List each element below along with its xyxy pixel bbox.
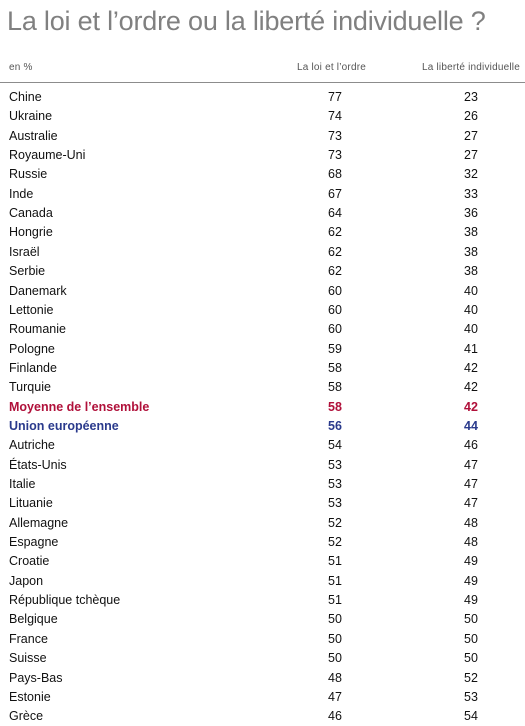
country-name: Israël [9,244,40,259]
table-row [0,494,525,513]
country-name: Grèce [9,709,44,724]
country-name: Turquie [9,380,51,395]
table-row [0,223,525,242]
individual-liberty-value: 42 [464,360,478,375]
individual-liberty-value: 40 [464,283,478,298]
country-name: Moyenne de l’ensemble [9,399,150,414]
country-name: Pologne [9,341,55,356]
individual-liberty-value: 48 [464,515,478,530]
table-row [0,552,525,571]
individual-liberty-value: 44 [464,418,478,433]
individual-liberty-value: 52 [464,670,478,685]
table-row [0,165,525,184]
table-row [0,262,525,281]
table-row [0,185,525,204]
country-name: Roumanie [9,322,66,337]
table-row [0,533,525,552]
law-order-value: 73 [328,148,342,163]
law-order-value: 62 [328,244,342,259]
country-name: France [9,631,48,646]
individual-liberty-value: 33 [464,186,478,201]
country-name: Serbie [9,264,46,279]
law-order-value: 74 [328,109,342,124]
country-name: États-Unis [9,457,67,472]
table-row [0,707,525,726]
law-order-value: 50 [328,631,342,646]
law-order-value: 56 [328,418,342,433]
table-row [0,204,525,223]
individual-liberty-value: 41 [464,341,478,356]
individual-liberty-value: 42 [464,380,478,395]
law-order-value: 52 [328,515,342,530]
table-row [0,243,525,262]
individual-liberty-value: 49 [464,554,478,569]
individual-liberty-value: 48 [464,535,478,550]
law-order-value: 58 [328,380,342,395]
individual-liberty-value: 49 [464,593,478,608]
table-row [0,88,525,107]
law-order-value: 53 [328,477,342,491]
law-order-value: 73 [328,128,342,143]
individual-liberty-value: 47 [464,477,478,491]
individual-liberty-value: 27 [464,128,478,143]
law-order-value: 46 [328,709,342,724]
table-row [0,359,525,378]
table-row [0,669,525,688]
country-name: Russie [9,167,48,182]
law-order-value: 59 [328,341,342,356]
law-order-value: 77 [328,90,342,104]
individual-liberty-value: 36 [464,206,478,221]
column-header-individual-liberty: La liberté individuelle [422,62,520,73]
country-name: Croatie [9,554,50,569]
country-name: Chine [9,90,42,104]
table-row [0,398,525,417]
individual-liberty-value: 40 [464,322,478,337]
law-order-value: 50 [328,612,342,627]
individual-liberty-value: 50 [464,631,478,646]
table-row [0,436,525,455]
country-name: Estonie [9,689,51,704]
country-name: Danemark [9,283,67,298]
table-row [0,107,525,126]
country-name: Suisse [9,651,47,666]
law-order-value: 67 [328,186,342,201]
individual-liberty-value: 23 [464,90,478,104]
country-name: Royaume-Uni [9,148,86,163]
individual-liberty-value: 38 [464,244,478,259]
law-order-value: 50 [328,651,342,666]
law-order-value: 51 [328,593,342,608]
law-order-value: 60 [328,322,342,337]
unit-label: en % [9,62,33,73]
individual-liberty-value: 38 [464,264,478,279]
individual-liberty-value: 42 [464,399,478,414]
table-row [0,301,525,320]
law-order-value: 51 [328,554,342,569]
table-row [0,630,525,649]
country-name: Canada [9,206,53,221]
law-order-value: 64 [328,206,342,221]
column-header-law-order: La loi et l’ordre [297,62,366,73]
law-order-value: 53 [328,496,342,511]
table-row [0,320,525,339]
individual-liberty-value: 50 [464,612,478,627]
individual-liberty-value: 50 [464,651,478,666]
law-order-value: 58 [328,399,342,414]
country-name: Union européenne [9,418,119,433]
country-name: Allemagne [9,515,69,530]
country-name: Pays-Bas [9,670,63,685]
individual-liberty-value: 54 [464,709,478,724]
country-name: Espagne [9,535,59,550]
country-name: Autriche [9,438,55,453]
table-row [0,456,525,475]
individual-liberty-value: 27 [464,148,478,163]
table-row [0,610,525,629]
individual-liberty-value: 32 [464,167,478,182]
table-row [0,340,525,359]
country-name: Lituanie [9,496,53,511]
country-name: Ukraine [9,109,53,124]
law-order-value: 47 [328,689,342,704]
table-row [0,572,525,591]
law-order-value: 58 [328,360,342,375]
table-row [0,475,525,494]
law-order-value: 62 [328,225,342,240]
law-order-value: 68 [328,167,342,182]
country-name: Finlande [9,360,57,375]
country-name: Italie [9,477,36,491]
country-name: Hongrie [9,225,53,240]
law-order-value: 52 [328,535,342,550]
table-row [0,591,525,610]
page-title: La loi et l’ordre ou la liberté individuelle ? [7,6,486,36]
individual-liberty-value: 40 [464,302,478,317]
individual-liberty-value: 47 [464,496,478,511]
table-row [0,514,525,533]
law-order-value: 53 [328,457,342,472]
individual-liberty-value: 38 [464,225,478,240]
law-order-value: 62 [328,264,342,279]
table-row [0,282,525,301]
country-name: Belgique [9,612,58,627]
law-order-value: 54 [328,438,342,453]
country-name: Japon [9,573,44,588]
table-row [0,146,525,165]
law-order-value: 60 [328,302,342,317]
individual-liberty-value: 46 [464,438,478,453]
country-name: Inde [9,186,34,201]
individual-liberty-value: 47 [464,457,478,472]
country-name: Lettonie [9,302,54,317]
table-row [0,378,525,397]
law-order-value: 60 [328,283,342,298]
table-header [0,60,525,83]
law-order-value: 51 [328,573,342,588]
table-row [0,649,525,668]
table-row [0,688,525,707]
country-name: Australie [9,128,58,143]
table-row [0,417,525,436]
country-name: République tchèque [9,593,121,608]
individual-liberty-value: 53 [464,689,478,704]
individual-liberty-value: 26 [464,109,478,124]
law-order-value: 48 [328,670,342,685]
individual-liberty-value: 49 [464,573,478,588]
table-row [0,127,525,146]
